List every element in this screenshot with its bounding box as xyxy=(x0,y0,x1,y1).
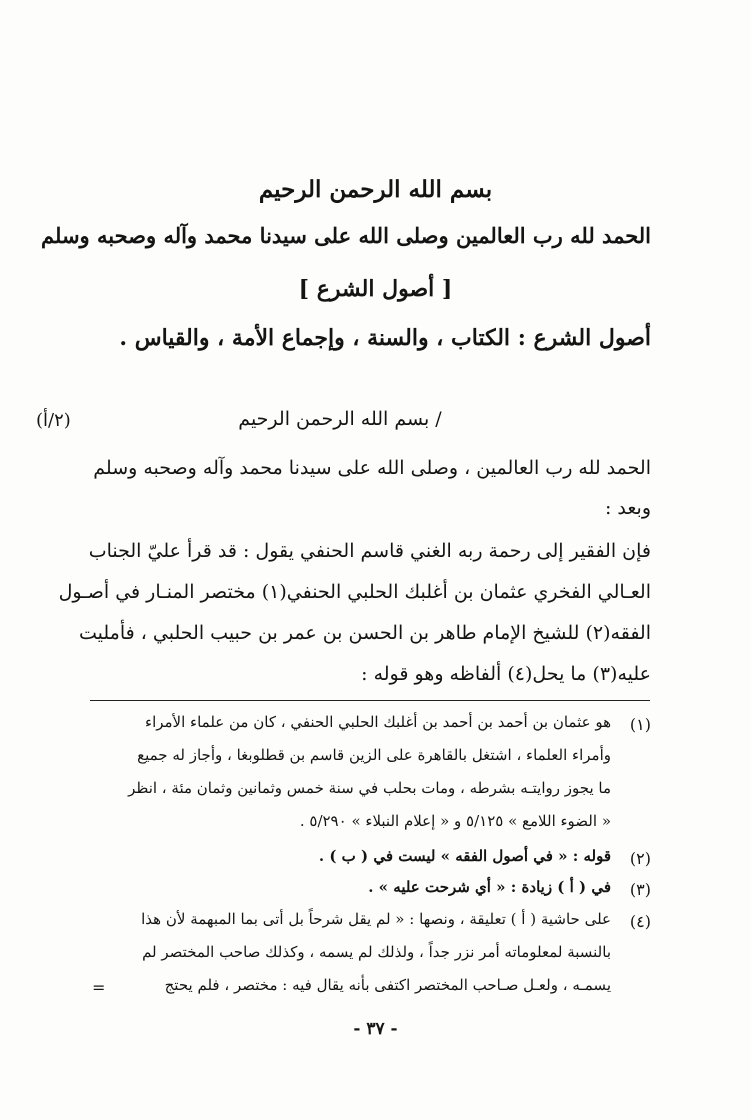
paragraph-line: العـالي الفخري عثمان بن أغلبك الحلبي الحنفي(١) مختصر المنـار في أصـول xyxy=(58,581,651,603)
footnote-line: بالنسبة لمعلوماته أمر نزر جداً ، ولذلك لم يسمه ، وكذلك صاحب المختصر لم xyxy=(142,943,611,961)
commentary-basmala: / بسم الله الرحمن الرحيم xyxy=(238,408,442,430)
main-hamd: الحمد لله رب العالمين وصلى الله على سيدنا محمد وآله وصحبه وسلم xyxy=(41,223,651,248)
wa-bad-text: وبعد : xyxy=(604,497,651,519)
paragraph-line: الفقه(٢) للشيخ الإمام طاهر بن الحسن بن عمر بن حبيب الحلبي ، فأمليت xyxy=(78,622,651,644)
main-basmala: بسم الله الرحمن الرحيم xyxy=(258,176,493,203)
footnote-line: هو عثمان بن أحمد بن أحمد بن أغلبك الحلبي الحنفي ، كان من علماء الأمراء xyxy=(145,713,611,731)
footnote-line: على حاشية ( أ ) تعليقة ، ونصها : « لم يقل شرحاً بل أتى بما المبهمة لأن هذا xyxy=(141,910,611,928)
section-title: [ أصول الشرع ] xyxy=(298,276,453,302)
continuation-mark: = xyxy=(92,978,106,997)
paragraph-line: عليه(٣) ما يحل(٤) ألفاظه وهو قوله : xyxy=(361,663,651,685)
usul-definition: أصول الشرع : الكتاب ، والسنة ، وإجماع الأمة ، والقياس . xyxy=(119,325,651,351)
page-number: - ٣٧ - xyxy=(353,1019,398,1039)
manuscript-folio-marker: (٢/أ) xyxy=(36,410,71,431)
footnote-divider xyxy=(90,700,650,701)
footnote-number: (٤) xyxy=(629,912,651,931)
footnote-line: في ( أ ) زيادة : « أي شرحت عليه » . xyxy=(368,878,611,896)
footnote-line: وأمراء العلماء ، اشتغل بالقاهرة على الزين قاسم بن قطلوبغا ، وأجاز له جميع xyxy=(137,746,611,764)
footnote-line: ما يجوز روايتـه بشرطه ، ومات بحلب في سنة خمس وثمانين وثمان مئة ، انظر xyxy=(128,779,611,797)
footnote-number: (١) xyxy=(629,715,651,734)
footnote-line: قوله : « في أصول الفقه » ليست في ( ب ) . xyxy=(318,847,611,865)
paragraph-line: فإن الفقير إلى رحمة ربه الغني قاسم الحنفي يقول : قد قرأ عليّ الجناب xyxy=(88,540,651,562)
footnote-number: (٢) xyxy=(629,849,651,868)
footnote-number: (٣) xyxy=(629,880,651,899)
footnote-line: « الضوء اللامع » ٥/١٢٥ و « إعلام النبلاء » ٥/٢٩٠ . xyxy=(299,812,611,830)
footnote-line: يسمـه ، ولعـل صـاحب المختصر اكتفى بأنه يقال فيه : مختصر ، فلم يحتج xyxy=(164,976,611,994)
commentary-hamd: الحمد لله رب العالمين ، وصلى الله على سيدنا محمد وآله وصحبه وسلم xyxy=(93,457,651,479)
